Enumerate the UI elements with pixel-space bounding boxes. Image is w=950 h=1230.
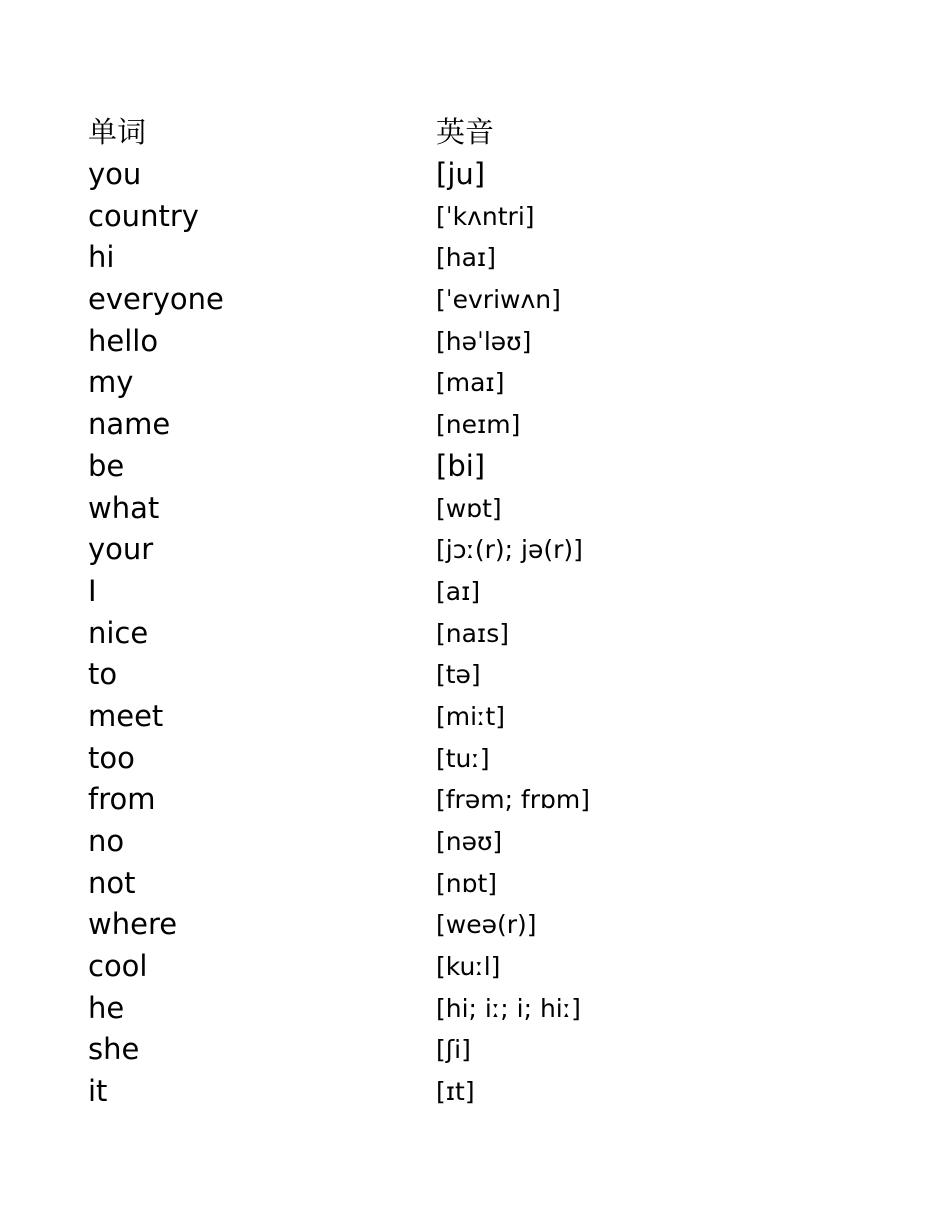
word-cell: cool bbox=[88, 949, 148, 984]
ipa-cell: [weə(r)] bbox=[436, 910, 537, 940]
table-row bbox=[88, 612, 788, 654]
ipa-cell: [naɪs] bbox=[436, 618, 509, 648]
ipa-cell: [maɪ] bbox=[436, 368, 505, 398]
word-cell: hi bbox=[88, 240, 115, 275]
ipa-cell: [tuː] bbox=[436, 743, 490, 773]
word-cell: name bbox=[88, 407, 171, 442]
table-row bbox=[88, 737, 788, 779]
ipa-cell: [bi] bbox=[436, 448, 486, 483]
table-row bbox=[88, 195, 788, 237]
word-cell: hello bbox=[88, 323, 159, 358]
word-cell: not bbox=[88, 865, 136, 900]
word-cell: you bbox=[88, 157, 142, 192]
table-row bbox=[88, 946, 788, 988]
table-row bbox=[88, 779, 788, 821]
ipa-cell: [haɪ] bbox=[436, 243, 496, 273]
word-cell: your bbox=[88, 532, 154, 567]
ipa-cell: [hi; iː; i; hiː] bbox=[436, 993, 581, 1023]
word-cell: from bbox=[88, 782, 156, 817]
table-row bbox=[88, 446, 788, 488]
word-cell: everyone bbox=[88, 282, 224, 317]
ipa-cell: [həˈləʊ] bbox=[436, 326, 532, 356]
table-row bbox=[88, 529, 788, 571]
table-row bbox=[88, 654, 788, 696]
word-cell: nice bbox=[88, 615, 149, 650]
table-row bbox=[88, 487, 788, 529]
table-header-row bbox=[88, 112, 788, 154]
table-row bbox=[88, 1029, 788, 1071]
word-cell: my bbox=[88, 365, 134, 400]
ipa-cell: [ɪt] bbox=[436, 1077, 475, 1107]
vocabulary-table bbox=[88, 112, 788, 1113]
ipa-cell: [ju] bbox=[436, 157, 486, 192]
ipa-cell: [aɪ] bbox=[436, 576, 481, 606]
table-row bbox=[88, 279, 788, 321]
table-row bbox=[88, 904, 788, 946]
ipa-cell: [tə] bbox=[436, 660, 481, 690]
word-cell: meet bbox=[88, 698, 164, 733]
word-cell: country bbox=[88, 198, 199, 233]
ipa-cell: [kuːl] bbox=[436, 952, 501, 982]
table-row bbox=[88, 320, 788, 362]
table-row bbox=[88, 154, 788, 196]
table-row bbox=[88, 362, 788, 404]
ipa-cell: [neɪm] bbox=[436, 410, 521, 440]
table-row bbox=[88, 987, 788, 1029]
word-cell: where bbox=[88, 907, 178, 942]
table-row bbox=[88, 696, 788, 738]
ipa-cell: [frəm; frɒm] bbox=[436, 785, 590, 815]
word-cell: too bbox=[88, 740, 135, 775]
ipa-cell: [nɒt] bbox=[436, 868, 498, 898]
ipa-cell: [wɒt] bbox=[436, 493, 502, 523]
ipa-column-header: 英音 bbox=[436, 115, 495, 150]
word-cell: he bbox=[88, 990, 125, 1025]
word-cell: I bbox=[88, 573, 97, 608]
ipa-cell: [ˈevriwʌn] bbox=[436, 285, 561, 315]
ipa-cell: [ʃi] bbox=[436, 1035, 471, 1065]
word-cell: no bbox=[88, 824, 125, 859]
table-row bbox=[88, 404, 788, 446]
ipa-cell: [ˈkʌntri] bbox=[436, 201, 535, 231]
table-row bbox=[88, 1071, 788, 1113]
ipa-cell: [jɔː(r); jə(r)] bbox=[436, 535, 583, 565]
ipa-cell: [miːt] bbox=[436, 701, 506, 731]
word-cell: to bbox=[88, 657, 118, 692]
word-cell: it bbox=[88, 1074, 108, 1109]
table-row bbox=[88, 862, 788, 904]
ipa-cell: [nəʊ] bbox=[436, 827, 503, 857]
word-cell: she bbox=[88, 1032, 140, 1067]
word-cell: be bbox=[88, 448, 125, 483]
word-cell: what bbox=[88, 490, 160, 525]
table-row bbox=[88, 571, 788, 613]
word-column-header: 单词 bbox=[88, 115, 147, 150]
table-row bbox=[88, 821, 788, 863]
table-row bbox=[88, 237, 788, 279]
